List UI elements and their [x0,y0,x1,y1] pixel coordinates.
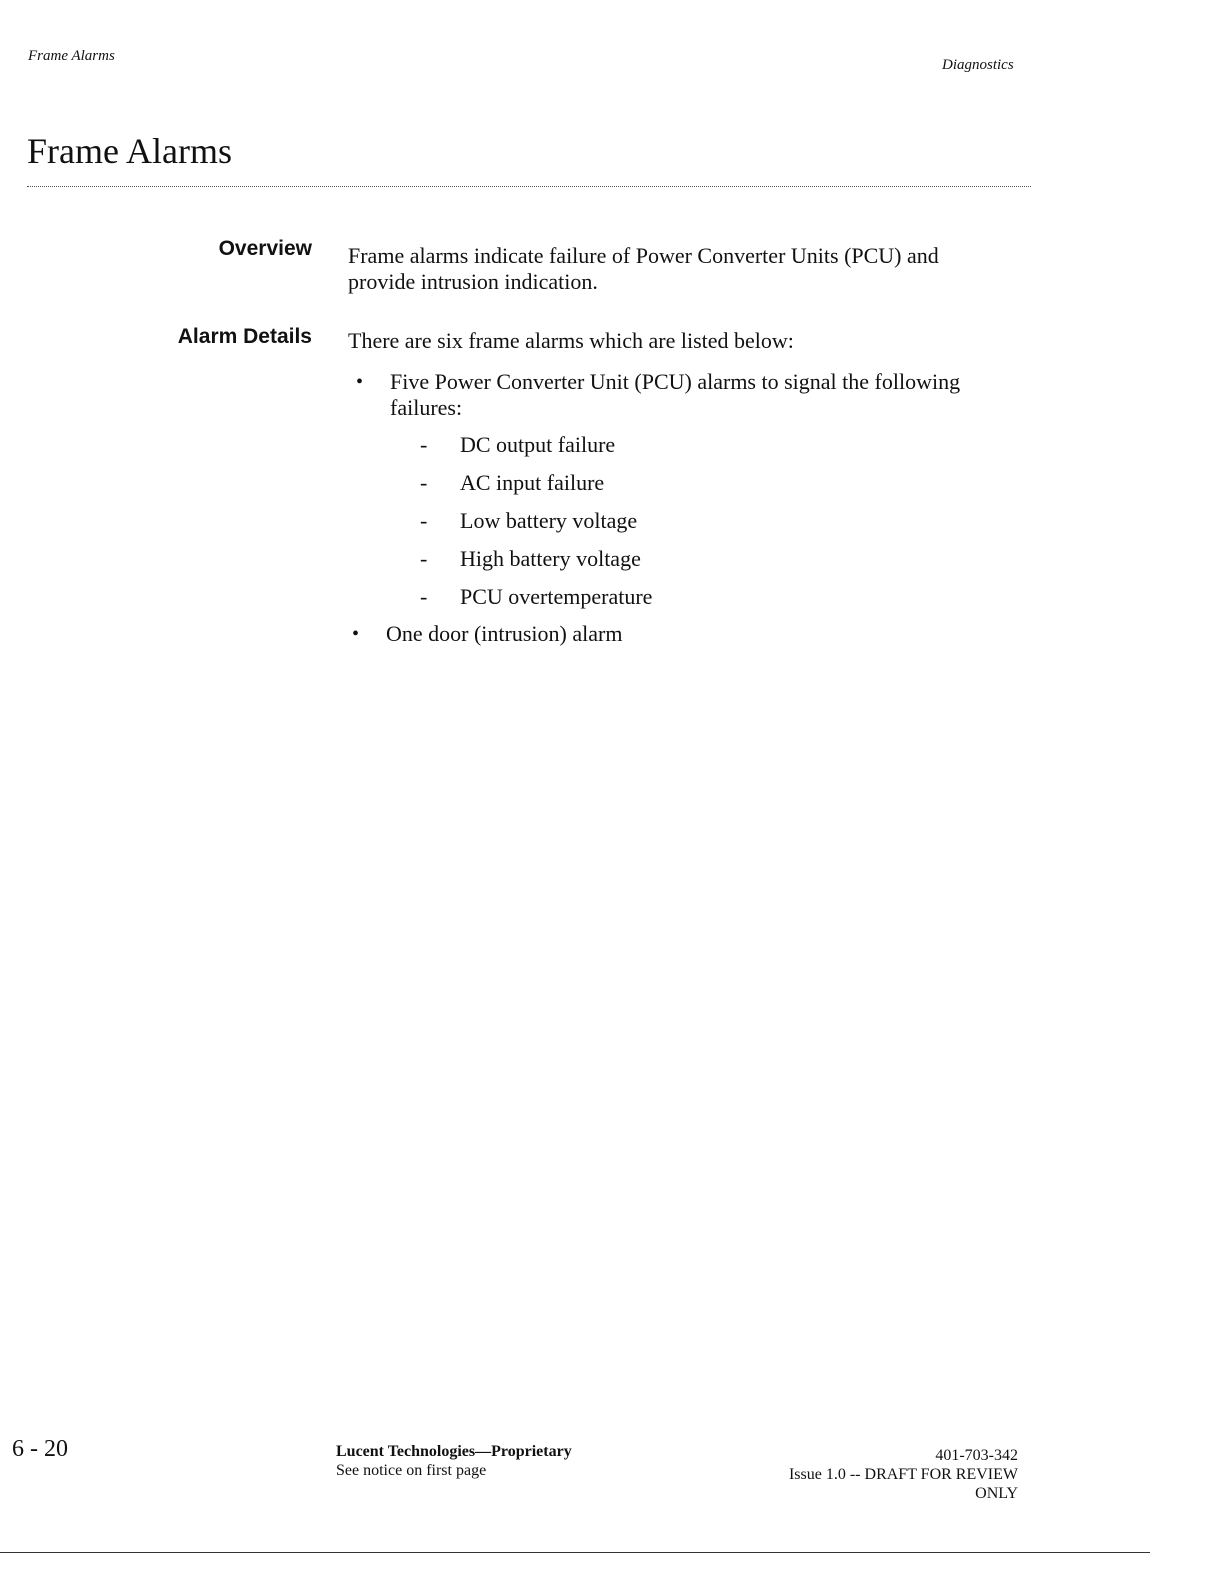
page-title: Frame Alarms [27,131,232,171]
bullet-icon: • [352,623,360,645]
company-notice: Lucent Technologies—Proprietary [336,1443,572,1460]
page-number: 6 - 20 [12,1436,68,1462]
issue-status-continued: ONLY [975,1485,1018,1502]
title-divider [27,186,1031,187]
dash-icon: - [420,432,428,457]
dash-icon: - [420,584,428,609]
list-item-text: Five Power Converter Unit (PCU) alarms to signal the following failures: [390,369,961,420]
issue-status: Issue 1.0 -- DRAFT FOR REVIEW [788,1466,1018,1483]
dash-icon: - [420,470,428,495]
document-number: 401-703-342 [935,1447,1018,1464]
alarm-details-intro: There are six frame alarms which are listed below: [348,328,794,353]
footer-divider [0,1552,1150,1553]
bullet-icon: • [356,371,364,393]
footer-proprietary [336,1442,572,1480]
overview-text: Frame alarms indicate failure of Power Converter Units (PCU) and provide intrusion indication. [348,243,939,294]
running-header-left: Frame Alarms [28,48,115,64]
notice-reference: See notice on first page [336,1462,487,1479]
dash-icon: - [420,508,428,533]
running-header-right: Diagnostics [942,57,1014,73]
alarm-details-label: Alarm Details [177,325,312,348]
overview-label: Overview [218,237,312,260]
dash-icon: - [420,546,428,571]
sub-list-item-text: Low battery voltage [460,508,638,533]
sub-list-item-text: High battery voltage [460,546,641,571]
sub-list-item-text: AC input failure [460,470,605,495]
sub-list-item-text: DC output failure [460,432,616,457]
footer-doc-info [700,1446,1018,1503]
list-item-text: One door (intrusion) alarm [386,621,623,646]
sub-list-item-text: PCU overtemperature [460,584,653,609]
